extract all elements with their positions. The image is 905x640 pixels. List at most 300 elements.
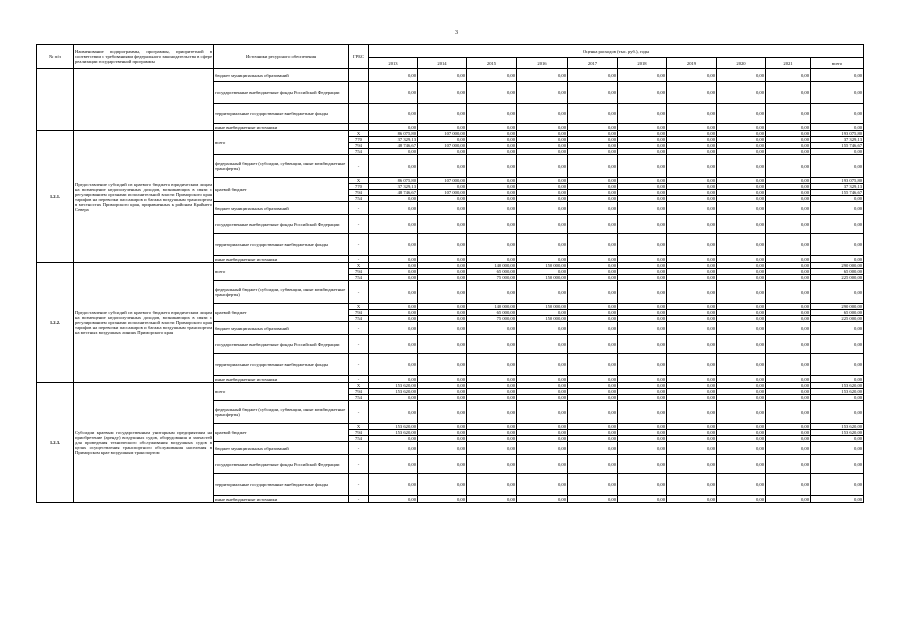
grbs-cell: 770 (349, 184, 369, 190)
value-cell: 0,00 (717, 69, 766, 82)
value-cell: 0,00 (467, 137, 517, 143)
source-cell: всего (214, 131, 349, 155)
grbs-cell: - (349, 354, 369, 376)
grbs-cell: - (349, 322, 369, 335)
value-cell: 0,00 (369, 263, 418, 269)
value-cell: 0,00 (618, 401, 667, 424)
value-cell: 0,00 (717, 281, 766, 304)
value-cell: 0,00 (568, 269, 618, 275)
value-cell: 0,00 (369, 196, 418, 202)
value-cell: 0,00 (568, 316, 618, 322)
value-cell: 107 000,00 (418, 131, 467, 137)
header-year: 2017 (568, 58, 618, 69)
header-year: 2015 (467, 58, 517, 69)
value-cell: 0,00 (766, 149, 811, 155)
value-cell: 0,00 (418, 496, 467, 503)
value-cell: 153 620,00 (369, 424, 418, 430)
value-cell: 0,00 (811, 149, 864, 155)
source-cell: иные внебюджетные источники (214, 496, 349, 503)
value-cell: 0,00 (766, 395, 811, 401)
value-cell: 0,00 (717, 263, 766, 269)
source-cell: территориальные государственные внебюджетные фонды (214, 234, 349, 256)
value-cell: 0,00 (667, 190, 717, 196)
source-cell: иные внебюджетные источники (214, 124, 349, 131)
header-year: 2013 (369, 58, 418, 69)
value-cell: 0,00 (618, 263, 667, 269)
value-cell: 0,00 (717, 275, 766, 281)
value-cell: 0,00 (717, 149, 766, 155)
value-cell: 0,00 (811, 69, 864, 82)
value-cell: 65 000,00 (467, 310, 517, 316)
value-cell: 0,00 (568, 155, 618, 178)
value-cell: 0,00 (618, 389, 667, 395)
value-cell: 0,00 (369, 436, 418, 442)
grbs-cell: - (349, 474, 369, 496)
value-cell: 0,00 (811, 281, 864, 304)
value-cell: 0,00 (418, 104, 467, 124)
value-cell: 0,00 (467, 389, 517, 395)
value-cell: 0,00 (717, 335, 766, 354)
value-cell: 0,00 (766, 430, 811, 436)
value-cell: 0,00 (618, 436, 667, 442)
value-cell: 0,00 (418, 430, 467, 436)
value-cell: 153 620,00 (811, 424, 864, 430)
value-cell: 0,00 (811, 202, 864, 215)
value-cell: 0,00 (369, 310, 418, 316)
value-cell: 0,00 (568, 275, 618, 281)
value-cell: 0,00 (568, 256, 618, 263)
value-cell: 140 000,00 (467, 304, 517, 310)
value-cell: 0,00 (517, 335, 568, 354)
value-cell: 193 075,80 (811, 178, 864, 184)
value-cell: 0,00 (766, 354, 811, 376)
row-id-cell: 1.2.1. (37, 131, 74, 263)
value-cell: 0,00 (667, 424, 717, 430)
value-cell: 0,00 (717, 424, 766, 430)
value-cell: 0,00 (418, 354, 467, 376)
value-cell: 0,00 (717, 190, 766, 196)
value-cell: 0,00 (517, 184, 568, 190)
value-cell: 0,00 (717, 196, 766, 202)
value-cell: 0,00 (369, 496, 418, 503)
value-cell: 0,00 (418, 316, 467, 322)
value-cell: 0,00 (369, 474, 418, 496)
value-cell: 0,00 (667, 376, 717, 383)
value-cell: 140 000,00 (467, 263, 517, 269)
value-cell: 0,00 (568, 196, 618, 202)
value-cell: 0,00 (766, 215, 811, 234)
value-cell: 0,00 (467, 82, 517, 104)
value-cell: 0,00 (517, 131, 568, 137)
value-cell: 0,00 (618, 124, 667, 131)
value-cell: 0,00 (667, 269, 717, 275)
value-cell: 0,00 (418, 322, 467, 335)
grbs-cell: 794 (349, 389, 369, 395)
value-cell: 0,00 (568, 137, 618, 143)
value-cell: 0,00 (667, 124, 717, 131)
value-cell: 0,00 (717, 436, 766, 442)
value-cell: 0,00 (369, 124, 418, 131)
grbs-cell: X (349, 131, 369, 137)
value-cell: 0,00 (467, 190, 517, 196)
value-cell: 0,00 (568, 131, 618, 137)
value-cell: 0,00 (618, 376, 667, 383)
value-cell: 0,00 (667, 474, 717, 496)
value-cell: 0,00 (568, 442, 618, 455)
value-cell: 0,00 (717, 389, 766, 395)
value-cell: 0,00 (467, 215, 517, 234)
value-cell: 0,00 (517, 155, 568, 178)
value-cell: 225 000,00 (811, 316, 864, 322)
value-cell: 0,00 (418, 269, 467, 275)
value-cell: 0,00 (667, 281, 717, 304)
value-cell: 0,00 (717, 178, 766, 184)
value-cell: 65 000,00 (811, 269, 864, 275)
header-year: 2020 (717, 58, 766, 69)
source-cell: бюджет муниципальных образований (214, 202, 349, 215)
value-cell: 0,00 (618, 149, 667, 155)
value-cell: 0,00 (667, 304, 717, 310)
header-year: 2018 (618, 58, 667, 69)
value-cell: 0,00 (667, 316, 717, 322)
value-cell: 0,00 (467, 196, 517, 202)
value-cell: 0,00 (667, 389, 717, 395)
value-cell: 0,00 (517, 269, 568, 275)
value-cell: 0,00 (667, 310, 717, 316)
value-cell: 0,00 (418, 436, 467, 442)
value-cell: 0,00 (517, 281, 568, 304)
value-cell: 0,00 (517, 322, 568, 335)
value-cell: 0,00 (811, 215, 864, 234)
value-cell: 37 329,13 (811, 137, 864, 143)
value-cell: 0,00 (568, 184, 618, 190)
grbs-cell (349, 124, 369, 131)
value-cell: 0,00 (568, 354, 618, 376)
value-cell: 0,00 (717, 256, 766, 263)
grbs-cell (349, 104, 369, 124)
value-cell: 0,00 (517, 430, 568, 436)
value-cell: 0,00 (717, 310, 766, 316)
source-cell: государственные внебюджетные фонды Российской Федерации (214, 82, 349, 104)
value-cell: 0,00 (369, 335, 418, 354)
value-cell: 0,00 (766, 196, 811, 202)
value-cell: 75 000,00 (467, 316, 517, 322)
value-cell: 0,00 (811, 256, 864, 263)
value-cell: 0,00 (618, 234, 667, 256)
grbs-cell: - (349, 155, 369, 178)
grbs-cell (349, 82, 369, 104)
value-cell: 0,00 (369, 155, 418, 178)
value-cell: 0,00 (717, 143, 766, 149)
value-cell: 0,00 (467, 376, 517, 383)
value-cell: 0,00 (766, 190, 811, 196)
value-cell: 0,00 (667, 184, 717, 190)
source-cell: территориальные государственные внебюджетные фонды (214, 474, 349, 496)
value-cell: 0,00 (517, 436, 568, 442)
value-cell: 0,00 (811, 234, 864, 256)
value-cell: 0,00 (717, 316, 766, 322)
value-cell: 107 000,00 (418, 178, 467, 184)
value-cell: 0,00 (467, 234, 517, 256)
value-cell: 0,00 (418, 263, 467, 269)
value-cell: 0,00 (717, 215, 766, 234)
value-cell: 0,00 (618, 155, 667, 178)
value-cell: 0,00 (811, 335, 864, 354)
row-name-cell: Субсидии краевым государственным унитарным предприятиям на приобретение (аренду) воздушных судов, оборудования и запчастей для проведения технического обслуживания воздушных судов в целях осуществления транспортного обслуживания населения в Приморском крае воздушным транспортом (74, 383, 214, 503)
value-cell: 0,00 (369, 322, 418, 335)
value-cell: 0,00 (618, 184, 667, 190)
grbs-cell: X (349, 178, 369, 184)
value-cell: 0,00 (766, 424, 811, 430)
value-cell: 0,00 (517, 202, 568, 215)
value-cell: 0,00 (811, 124, 864, 131)
value-cell: 0,00 (766, 389, 811, 395)
value-cell: 0,00 (766, 131, 811, 137)
value-cell: 0,00 (568, 149, 618, 155)
value-cell: 0,00 (667, 256, 717, 263)
value-cell: 0,00 (618, 310, 667, 316)
value-cell: 0,00 (418, 401, 467, 424)
value-cell: 0,00 (369, 354, 418, 376)
table-header (37, 45, 864, 69)
value-cell: 0,00 (811, 82, 864, 104)
value-cell: 0,00 (667, 104, 717, 124)
grbs-cell: 754 (349, 395, 369, 401)
value-cell: 0,00 (517, 383, 568, 389)
value-cell: 0,00 (766, 178, 811, 184)
value-cell: 107 000,00 (418, 143, 467, 149)
row-name-cell: Предоставление субсидий из краевого бюджета юридическим лицам на возмещение недополученных доходов, возникающих в связи с регулированием органами исполнительной власти Приморского края тарифов на перевозки пассажиров и багажа воздушным транспортом в местностях Приморского края, приравненных к районам Крайнего Севера (74, 131, 214, 263)
value-cell: 0,00 (618, 496, 667, 503)
value-cell: 0,00 (517, 424, 568, 430)
row-name-cell: Предоставление субсидий из краевого бюджета юридическим лицам на возмещение недополученных доходов, возникающих в связи с регулированием органами исполнительной власти Приморского края тарифов на перевозки пассажиров и багажа воздушным транспортом на местных воздушных линиях Приморского края (74, 263, 214, 383)
grbs-cell: 794 (349, 190, 369, 196)
value-cell: 0,00 (811, 455, 864, 474)
value-cell: 0,00 (766, 69, 811, 82)
value-cell: 0,00 (568, 455, 618, 474)
value-cell: 0,00 (766, 104, 811, 124)
value-cell: 0,00 (418, 335, 467, 354)
value-cell: 153 620,00 (811, 383, 864, 389)
value-cell: 0,00 (369, 269, 418, 275)
value-cell: 0,00 (618, 281, 667, 304)
value-cell: 65 000,00 (811, 310, 864, 316)
value-cell: 0,00 (618, 442, 667, 455)
value-cell: 0,00 (568, 401, 618, 424)
value-cell: 0,00 (618, 196, 667, 202)
value-cell: 0,00 (717, 124, 766, 131)
value-cell: 0,00 (467, 69, 517, 82)
value-cell: 0,00 (517, 82, 568, 104)
value-cell: 0,00 (717, 383, 766, 389)
value-cell: 0,00 (667, 401, 717, 424)
value-cell: 0,00 (811, 395, 864, 401)
value-cell: 0,00 (418, 383, 467, 389)
value-cell: 0,00 (811, 376, 864, 383)
value-cell: 0,00 (467, 155, 517, 178)
value-cell: 0,00 (467, 124, 517, 131)
value-cell: 0,00 (369, 395, 418, 401)
value-cell: 0,00 (766, 436, 811, 442)
value-cell: 0,00 (618, 202, 667, 215)
value-cell: 0,00 (517, 215, 568, 234)
value-cell: 0,00 (517, 389, 568, 395)
source-cell: федеральный бюджет (субсидии, субвенции, иные межбюджетные трансферты) (214, 155, 349, 178)
value-cell: 150 000,00 (517, 304, 568, 310)
value-cell: 0,00 (568, 143, 618, 149)
value-cell: 0,00 (811, 155, 864, 178)
value-cell: 0,00 (568, 474, 618, 496)
value-cell: 75 000,00 (467, 275, 517, 281)
value-cell: 0,00 (618, 143, 667, 149)
value-cell: 0,00 (667, 442, 717, 455)
value-cell: 0,00 (517, 474, 568, 496)
value-cell: 0,00 (618, 269, 667, 275)
value-cell: 0,00 (568, 202, 618, 215)
value-cell: 0,00 (418, 281, 467, 304)
value-cell: 0,00 (467, 401, 517, 424)
value-cell: 0,00 (517, 104, 568, 124)
value-cell: 0,00 (717, 131, 766, 137)
value-cell: 0,00 (717, 401, 766, 424)
value-cell: 0,00 (467, 143, 517, 149)
value-cell: 0,00 (618, 104, 667, 124)
value-cell: 0,00 (618, 178, 667, 184)
value-cell: 0,00 (568, 496, 618, 503)
value-cell: 0,00 (766, 184, 811, 190)
grbs-cell: - (349, 256, 369, 263)
value-cell: 0,00 (568, 322, 618, 335)
value-cell: 0,00 (667, 383, 717, 389)
value-cell: 0,00 (618, 256, 667, 263)
value-cell: 0,00 (369, 82, 418, 104)
value-cell: 0,00 (766, 335, 811, 354)
value-cell: 0,00 (766, 310, 811, 316)
value-cell: 0,00 (517, 234, 568, 256)
value-cell: 0,00 (418, 196, 467, 202)
value-cell: 0,00 (717, 455, 766, 474)
value-cell: 0,00 (369, 376, 418, 383)
source-cell: краевой бюджет (214, 178, 349, 202)
source-cell: всего (214, 383, 349, 401)
value-cell: 0,00 (369, 234, 418, 256)
value-cell: 0,00 (467, 335, 517, 354)
value-cell: 0,00 (811, 474, 864, 496)
value-cell: 0,00 (568, 389, 618, 395)
value-cell: 0,00 (667, 322, 717, 335)
header-num: № п/п (37, 45, 74, 69)
value-cell: 0,00 (568, 190, 618, 196)
value-cell: 0,00 (568, 424, 618, 430)
value-cell: 0,00 (811, 496, 864, 503)
table-body (37, 69, 864, 503)
value-cell: 0,00 (717, 202, 766, 215)
value-cell: 0,00 (467, 455, 517, 474)
grbs-cell: X (349, 263, 369, 269)
value-cell: 0,00 (766, 455, 811, 474)
value-cell: 0,00 (667, 263, 717, 269)
value-cell: 0,00 (618, 82, 667, 104)
value-cell: 0,00 (467, 436, 517, 442)
value-cell: 0,00 (369, 442, 418, 455)
value-cell: 0,00 (418, 389, 467, 395)
value-cell: 0,00 (618, 69, 667, 82)
value-cell: 0,00 (467, 149, 517, 155)
grbs-cell: 754 (349, 196, 369, 202)
value-cell: 0,00 (811, 104, 864, 124)
value-cell: 0,00 (811, 401, 864, 424)
value-cell: 0,00 (568, 234, 618, 256)
value-cell: 0,00 (369, 281, 418, 304)
value-cell: 0,00 (667, 178, 717, 184)
value-cell: 0,00 (811, 354, 864, 376)
value-cell: 290 000,00 (811, 263, 864, 269)
grbs-cell: - (349, 401, 369, 424)
value-cell: 37 329,13 (811, 184, 864, 190)
value-cell: 0,00 (568, 124, 618, 131)
value-cell: 0,00 (517, 376, 568, 383)
value-cell: 0,00 (369, 215, 418, 234)
value-cell: 0,00 (766, 234, 811, 256)
value-cell: 0,00 (418, 149, 467, 155)
value-cell: 0,00 (811, 442, 864, 455)
value-cell: 0,00 (517, 496, 568, 503)
value-cell: 0,00 (369, 202, 418, 215)
value-cell: 0,00 (717, 184, 766, 190)
source-cell: территориальные государственные внебюджетные фонды (214, 104, 349, 124)
value-cell: 0,00 (568, 178, 618, 184)
value-cell: 0,00 (766, 202, 811, 215)
value-cell: 0,00 (568, 304, 618, 310)
value-cell: 0,00 (568, 215, 618, 234)
value-cell: 0,00 (517, 395, 568, 401)
value-cell: 0,00 (667, 155, 717, 178)
value-cell: 0,00 (418, 395, 467, 401)
value-cell: 0,00 (517, 401, 568, 424)
source-cell: краевой бюджет (214, 424, 349, 442)
value-cell: 0,00 (811, 436, 864, 442)
value-cell: 0,00 (618, 430, 667, 436)
value-cell: 0,00 (568, 335, 618, 354)
value-cell: 48 746,67 (369, 143, 418, 149)
value-cell: 0,00 (568, 281, 618, 304)
source-cell: территориальные государственные внебюджетные фонды (214, 354, 349, 376)
value-cell: 0,00 (667, 496, 717, 503)
page-number: 3 (455, 30, 458, 36)
value-cell: 0,00 (517, 354, 568, 376)
value-cell: 0,00 (667, 436, 717, 442)
grbs-cell: - (349, 234, 369, 256)
value-cell: 65 000,00 (467, 269, 517, 275)
grbs-cell: X (349, 304, 369, 310)
value-cell: 155 746,67 (811, 190, 864, 196)
value-cell: 0,00 (418, 275, 467, 281)
value-cell: 0,00 (766, 256, 811, 263)
value-cell: 0,00 (766, 155, 811, 178)
value-cell: 0,00 (517, 178, 568, 184)
value-cell: 0,00 (717, 82, 766, 104)
grbs-cell: - (349, 202, 369, 215)
source-cell: бюджет муниципальных образований (214, 442, 349, 455)
value-cell: 0,00 (766, 376, 811, 383)
value-cell: 0,00 (766, 281, 811, 304)
table-row (37, 69, 864, 82)
value-cell: 0,00 (667, 137, 717, 143)
value-cell: 0,00 (618, 395, 667, 401)
value-cell: 0,00 (517, 310, 568, 316)
value-cell: 0,00 (667, 149, 717, 155)
value-cell: 153 620,00 (369, 430, 418, 436)
